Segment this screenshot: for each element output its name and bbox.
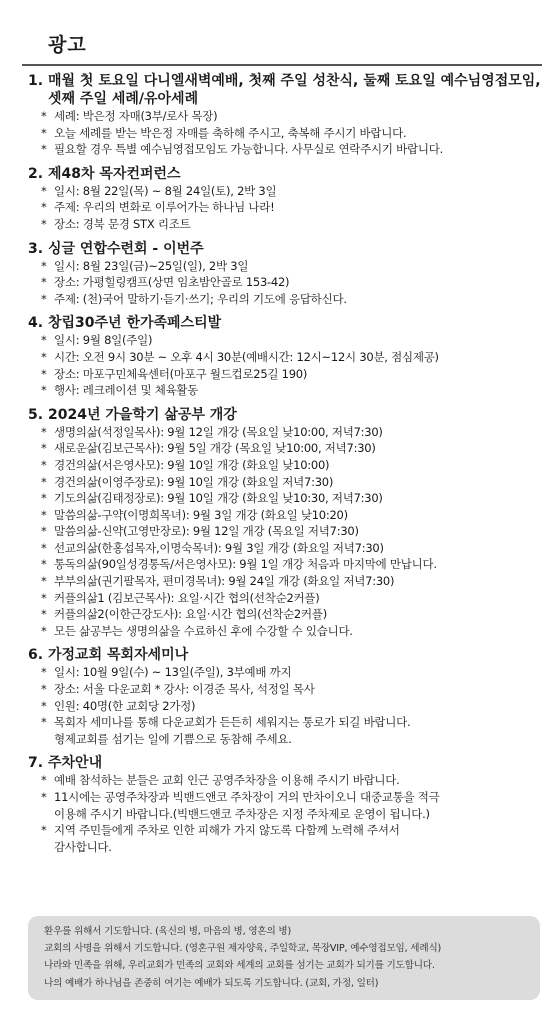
bullet-star: * [41, 474, 47, 489]
prayer-line: 환우를 위해서 기도합니다. (육신의 병, 마음의 병, 영혼의 병) [44, 926, 291, 937]
bullet-star: * [41, 216, 47, 231]
section-heading [28, 72, 544, 108]
item-text: 경건의삶(서은영사모): 9월 10일 개강 (화요일 낮10:00) [54, 457, 330, 472]
list-item [41, 556, 544, 573]
bullet-star: * [41, 574, 47, 589]
section-items [41, 258, 544, 308]
prayer-line: 나라와 민족을 위해, 우리교회가 민족의 교회와 세계의 교회를 섬기는 교회가 되기를 기도합니다. [44, 960, 435, 972]
bullet-star: * [41, 291, 47, 306]
prayer-line: 나의 예배가 하나님을 존중히 여기는 예배가 되도록 기도합니다. (교회, 가정, 일터) [44, 977, 379, 989]
item-text: 모든 삶공부는 생명의삶을 수료하신 후에 수강할 수 있습니다. [54, 623, 353, 638]
item-text: 부부의삶(권기팔목자, 편미경목녀): 9월 24일 개강 (화요일 저녁7:30) [54, 574, 395, 589]
section-heading [28, 314, 544, 332]
item-text: 생명의삶(석정일목사): 9월 12일 개강 (목요일 낮10:00, 저녁7:30) [54, 424, 383, 439]
bullet-star: * [41, 142, 47, 157]
item-text: 선교의삶(한홍섭목자,이명숙목녀): 9월 3일 개강 (화요일 저녁7:30) [54, 540, 384, 555]
list-item [41, 507, 544, 524]
item-text: 일시: 10월 9일(수) ~ 13일(주일), 3부예배 까지 [54, 665, 292, 680]
header [22, 32, 542, 66]
item-text: 세례: 박은정 자매(3부/로사 목장) [54, 109, 218, 123]
section-items [41, 108, 544, 158]
item-text: 11시에는 공영주차장과 빅밴드앤코 주차장이 거의 만차이오니 대중교통을 적극 이용해 주시기 바랍니다.(빅밴드앤코 주차장은 지정 주차제로 운영이 됩니다.) [54, 790, 440, 821]
list-item [41, 424, 544, 441]
bullet-star: * [41, 424, 47, 439]
list-item [41, 332, 544, 349]
bullet-star: * [41, 275, 47, 290]
announcement-section [28, 72, 544, 158]
bullet-star: * [41, 457, 47, 472]
list-item [41, 681, 544, 698]
announcement-section [28, 406, 544, 640]
list-item [41, 258, 544, 275]
section-number: 1. [28, 73, 44, 89]
list-item [41, 789, 544, 822]
list-item [41, 216, 544, 233]
list-item [41, 822, 544, 855]
list-item [41, 606, 544, 623]
section-title: 2024년 가을학기 삶공부 개강 [48, 406, 237, 423]
list-item [41, 457, 544, 474]
item-text: 지역 주민들에게 주차로 인한 피해가 가지 않도록 다함께 노력해 주셔서 감사합니다. [54, 823, 400, 854]
bullet-star: * [41, 524, 47, 539]
item-text: 주제: (천)국어 말하기·듣기·쓰기; 우리의 기도에 응답하신다. [54, 291, 347, 306]
item-text: 말씀의삶-구약(이명희목녀): 9월 3일 개강 (화요일 낮10:20) [54, 507, 348, 522]
section-title: 매월 첫 토요일 다니엘새벽예배, 첫째 주일 성찬식, 둘째 토요일 예수님영접모임, 셋째 주일 세례/유아세례 [48, 73, 541, 107]
prayer-line: 교회의 사명을 위해서 기도합니다. (영혼구원 제자양육, 주일학교, 목장VIP, 예수영접모임, 세례식) [44, 943, 442, 955]
section-items [41, 772, 544, 855]
bullet-star: * [41, 366, 47, 381]
list-item [41, 698, 544, 715]
section-heading [28, 165, 544, 183]
section-number: 3. [28, 240, 44, 257]
announcement-section [28, 646, 544, 747]
list-item [41, 183, 544, 200]
section-title: 싱글 연합수련회 - 이번주 [48, 240, 204, 257]
bullet-star: * [41, 109, 47, 123]
list-item [41, 440, 544, 457]
bullet-star: * [41, 790, 47, 804]
section-title: 제48차 목자컨퍼런스 [48, 165, 181, 182]
list-item [41, 474, 544, 491]
bullet-star: * [41, 665, 47, 680]
section-items [41, 183, 544, 233]
bullet-star: * [41, 823, 47, 838]
section-heading [28, 646, 544, 664]
list-item [41, 772, 544, 789]
item-text: 말씀의삶-신약(고영만장로): 9월 12일 개강 (목요일 저녁7:30) [54, 524, 359, 539]
item-text: 필요할 경우 특별 예수님영접모임도 가능합니다. 사무실로 연락주시기 바랍니다. [54, 142, 443, 157]
bullet-star: * [41, 540, 47, 555]
list-item [41, 141, 544, 158]
page-title: 광고 [48, 34, 87, 56]
item-text: 인원: 40명(한 교회당 2가정) [54, 698, 196, 713]
section-number: 5. [28, 406, 44, 423]
list-item [41, 573, 544, 590]
list-item [41, 125, 544, 142]
bullet-star: * [41, 682, 47, 697]
bullet-star: * [41, 125, 47, 140]
section-number: 4. [28, 315, 44, 332]
title-divider [22, 64, 542, 66]
list-item [41, 714, 544, 747]
list-item [41, 366, 544, 383]
list-item [41, 664, 544, 681]
bullet-star: * [41, 607, 47, 622]
bullet-star: * [41, 557, 47, 572]
item-text: 장소: 경북 문경 STX 리조트 [54, 216, 191, 231]
bullet-star: * [41, 200, 47, 215]
list-item [41, 382, 544, 399]
item-text: 오늘 세례를 받는 박은정 자매를 축하해 주시고, 축복해 주시기 바랍니다. [54, 125, 407, 140]
section-heading [28, 754, 544, 772]
bullet-star: * [41, 349, 47, 364]
bullet-star: * [41, 258, 47, 273]
announcement-section [28, 754, 544, 855]
list-item [41, 274, 544, 291]
bullet-star: * [41, 383, 47, 398]
bullet-star: * [41, 183, 47, 198]
bullet-star: * [41, 491, 47, 506]
section-items [41, 424, 544, 640]
item-text: 시간: 오전 9시 30분 ~ 오후 4시 30분(예배시간: 12시~12시 30분, 점심제공) [54, 349, 439, 364]
list-item [41, 490, 544, 507]
section-heading [28, 240, 544, 258]
item-text: 일시: 8월 22일(목) ~ 8월 24일(토), 2박 3일 [54, 183, 277, 198]
bullet-star: * [41, 507, 47, 522]
list-item [41, 108, 544, 125]
bullet-star: * [41, 441, 47, 456]
item-text: 목회자 세미나를 통해 다운교회가 든든히 세워지는 통로가 되길 바랍니다. 형제교회를 섬기는 일에 기쁨으로 동참해 주세요. [54, 715, 411, 746]
section-title: 창립30주년 한가족페스티발 [48, 315, 222, 332]
section-heading [28, 406, 544, 424]
item-text: 일시: 9월 8일(주일) [54, 333, 153, 348]
item-text: 커플의삶1 (김보근목사): 요일·시간 협의(선착순2커플) [54, 590, 320, 605]
bullet-star: * [41, 773, 47, 788]
item-text: 장소: 마포구민체육센터(마포구 월드컵로25길 190) [54, 366, 308, 381]
section-title: 가정교회 목회자세미나 [48, 647, 189, 664]
list-item [41, 291, 544, 308]
item-text: 커플의삶2(이한근강도사): 요일·시간 협의(선착순2커플) [54, 607, 327, 622]
list-item [41, 199, 544, 216]
item-text: 통독의삶(90일성경통독/서은영사모): 9월 1일 개강 처음과 마지막에 만납니다. [54, 557, 437, 572]
item-text: 기도의삶(김태정장로): 9월 10일 개강 (화요일 낮10:30, 저녁7:30) [54, 491, 383, 506]
bullet-star: * [41, 698, 47, 713]
prayer-box [28, 916, 540, 1000]
item-text: 새로운삶(김보근목사): 9월 5일 개강 (목요일 낮10:00, 저녁7:30) [54, 441, 376, 456]
bullet-star: * [41, 715, 47, 730]
list-item [41, 623, 544, 640]
section-number: 2. [28, 165, 44, 182]
item-text: 경건의삶(이영주장로): 9월 10일 개강 (화요일 저녁7:30) [54, 474, 334, 489]
section-items [41, 664, 544, 747]
announcement-list [28, 72, 544, 862]
section-title: 주차안내 [48, 755, 103, 772]
announcement-section [28, 314, 544, 398]
item-text: 주제: 우리의 변화로 이루어가는 하나님 나라! [54, 200, 275, 215]
section-number: 7. [28, 755, 44, 772]
announcement-section [28, 165, 544, 233]
announcement-section [28, 240, 544, 308]
list-item [41, 523, 544, 540]
bullet-star: * [41, 623, 47, 638]
list-item [41, 540, 544, 557]
section-items [41, 332, 544, 398]
item-text: 장소: 가평힐링캠프(상면 임초밤안골로 153-42) [54, 275, 290, 290]
list-item [41, 349, 544, 366]
section-number: 6. [28, 647, 44, 664]
item-text: 장소: 서울 다운교회 * 강사: 이경준 목사, 석정일 목사 [54, 682, 315, 697]
bullet-star: * [41, 333, 47, 348]
list-item [41, 590, 544, 607]
item-text: 행사: 레크레이션 및 체육활동 [54, 383, 199, 398]
bullet-star: * [41, 590, 47, 605]
item-text: 예배 참석하는 분들은 교회 인근 공영주차장을 이용해 주시기 바랍니다. [54, 773, 400, 788]
item-text: 일시: 8월 23일(금)~25일(일), 2박 3일 [54, 258, 249, 273]
